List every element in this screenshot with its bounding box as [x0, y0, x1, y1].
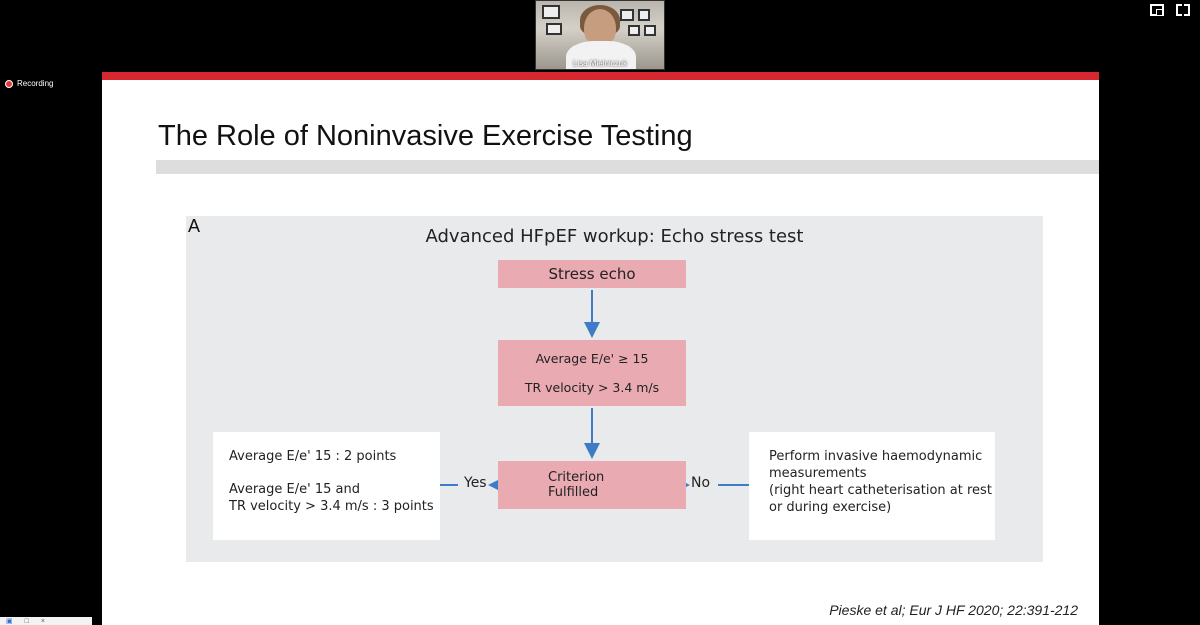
grid-view-icon[interactable] — [1150, 4, 1164, 16]
invasive-box — [749, 432, 995, 540]
wall-frame — [628, 25, 640, 36]
slide-title: The Role of Noninvasive Exercise Testing — [158, 120, 693, 152]
invasive-line-4: or during exercise) — [769, 500, 892, 515]
no-label: No — [691, 475, 711, 491]
criterion-fulfilled-label: Criterion Fulfilled — [548, 470, 605, 500]
shared-slide — [102, 72, 1099, 625]
points-line-1: Average E/e' 15 : 2 points — [229, 449, 397, 464]
points-line-3: TR velocity > 3.4 m/s : 3 points — [229, 499, 434, 514]
wall-frame — [542, 5, 560, 19]
wall-frame — [620, 9, 634, 21]
citation: Pieske et al; Eur J HF 2020; 22:391-212 — [829, 602, 1078, 618]
participant-name: Lisa Mielniczuk — [572, 59, 628, 68]
record-dot-icon — [5, 80, 13, 88]
criteria-box — [498, 340, 686, 406]
points-box — [213, 432, 440, 540]
yes-label: Yes — [464, 475, 487, 491]
slide-accent-bar — [102, 72, 1099, 80]
window-taskbar — [0, 617, 92, 625]
view-controls — [1150, 4, 1190, 16]
flowchart-figure — [186, 216, 1043, 562]
stress-echo-box — [498, 260, 686, 288]
stress-echo-label: Stress echo — [548, 265, 636, 283]
invasive-line-1: Perform invasive haemodynamic — [769, 449, 983, 464]
wall-frame — [644, 25, 656, 36]
participant-video[interactable] — [535, 0, 665, 70]
figure-title: Advanced HFpEF workup: Echo stress test — [425, 226, 804, 247]
restore-icon[interactable]: □ — [24, 617, 29, 625]
criteria-tr: TR velocity > 3.4 m/s — [524, 380, 660, 395]
criteria-ee: Average E/e' ≥ 15 — [535, 351, 649, 366]
slide-divider — [156, 160, 1099, 174]
panel-letter: A — [188, 216, 201, 236]
wall-frame — [546, 23, 562, 35]
fullscreen-icon[interactable] — [1176, 4, 1190, 16]
wall-frame — [638, 9, 650, 21]
recording-label: Recording — [17, 79, 54, 88]
points-line-2: Average E/e' 15 and — [229, 482, 360, 497]
invasive-line-3: (right heart catheterisation at rest — [769, 483, 992, 498]
criterion-fulfilled-box — [498, 461, 686, 509]
close-icon[interactable]: × — [40, 617, 45, 625]
window-icon[interactable]: ▣ — [6, 617, 13, 625]
invasive-line-2: measurements — [769, 466, 867, 481]
recording-indicator — [5, 79, 53, 88]
